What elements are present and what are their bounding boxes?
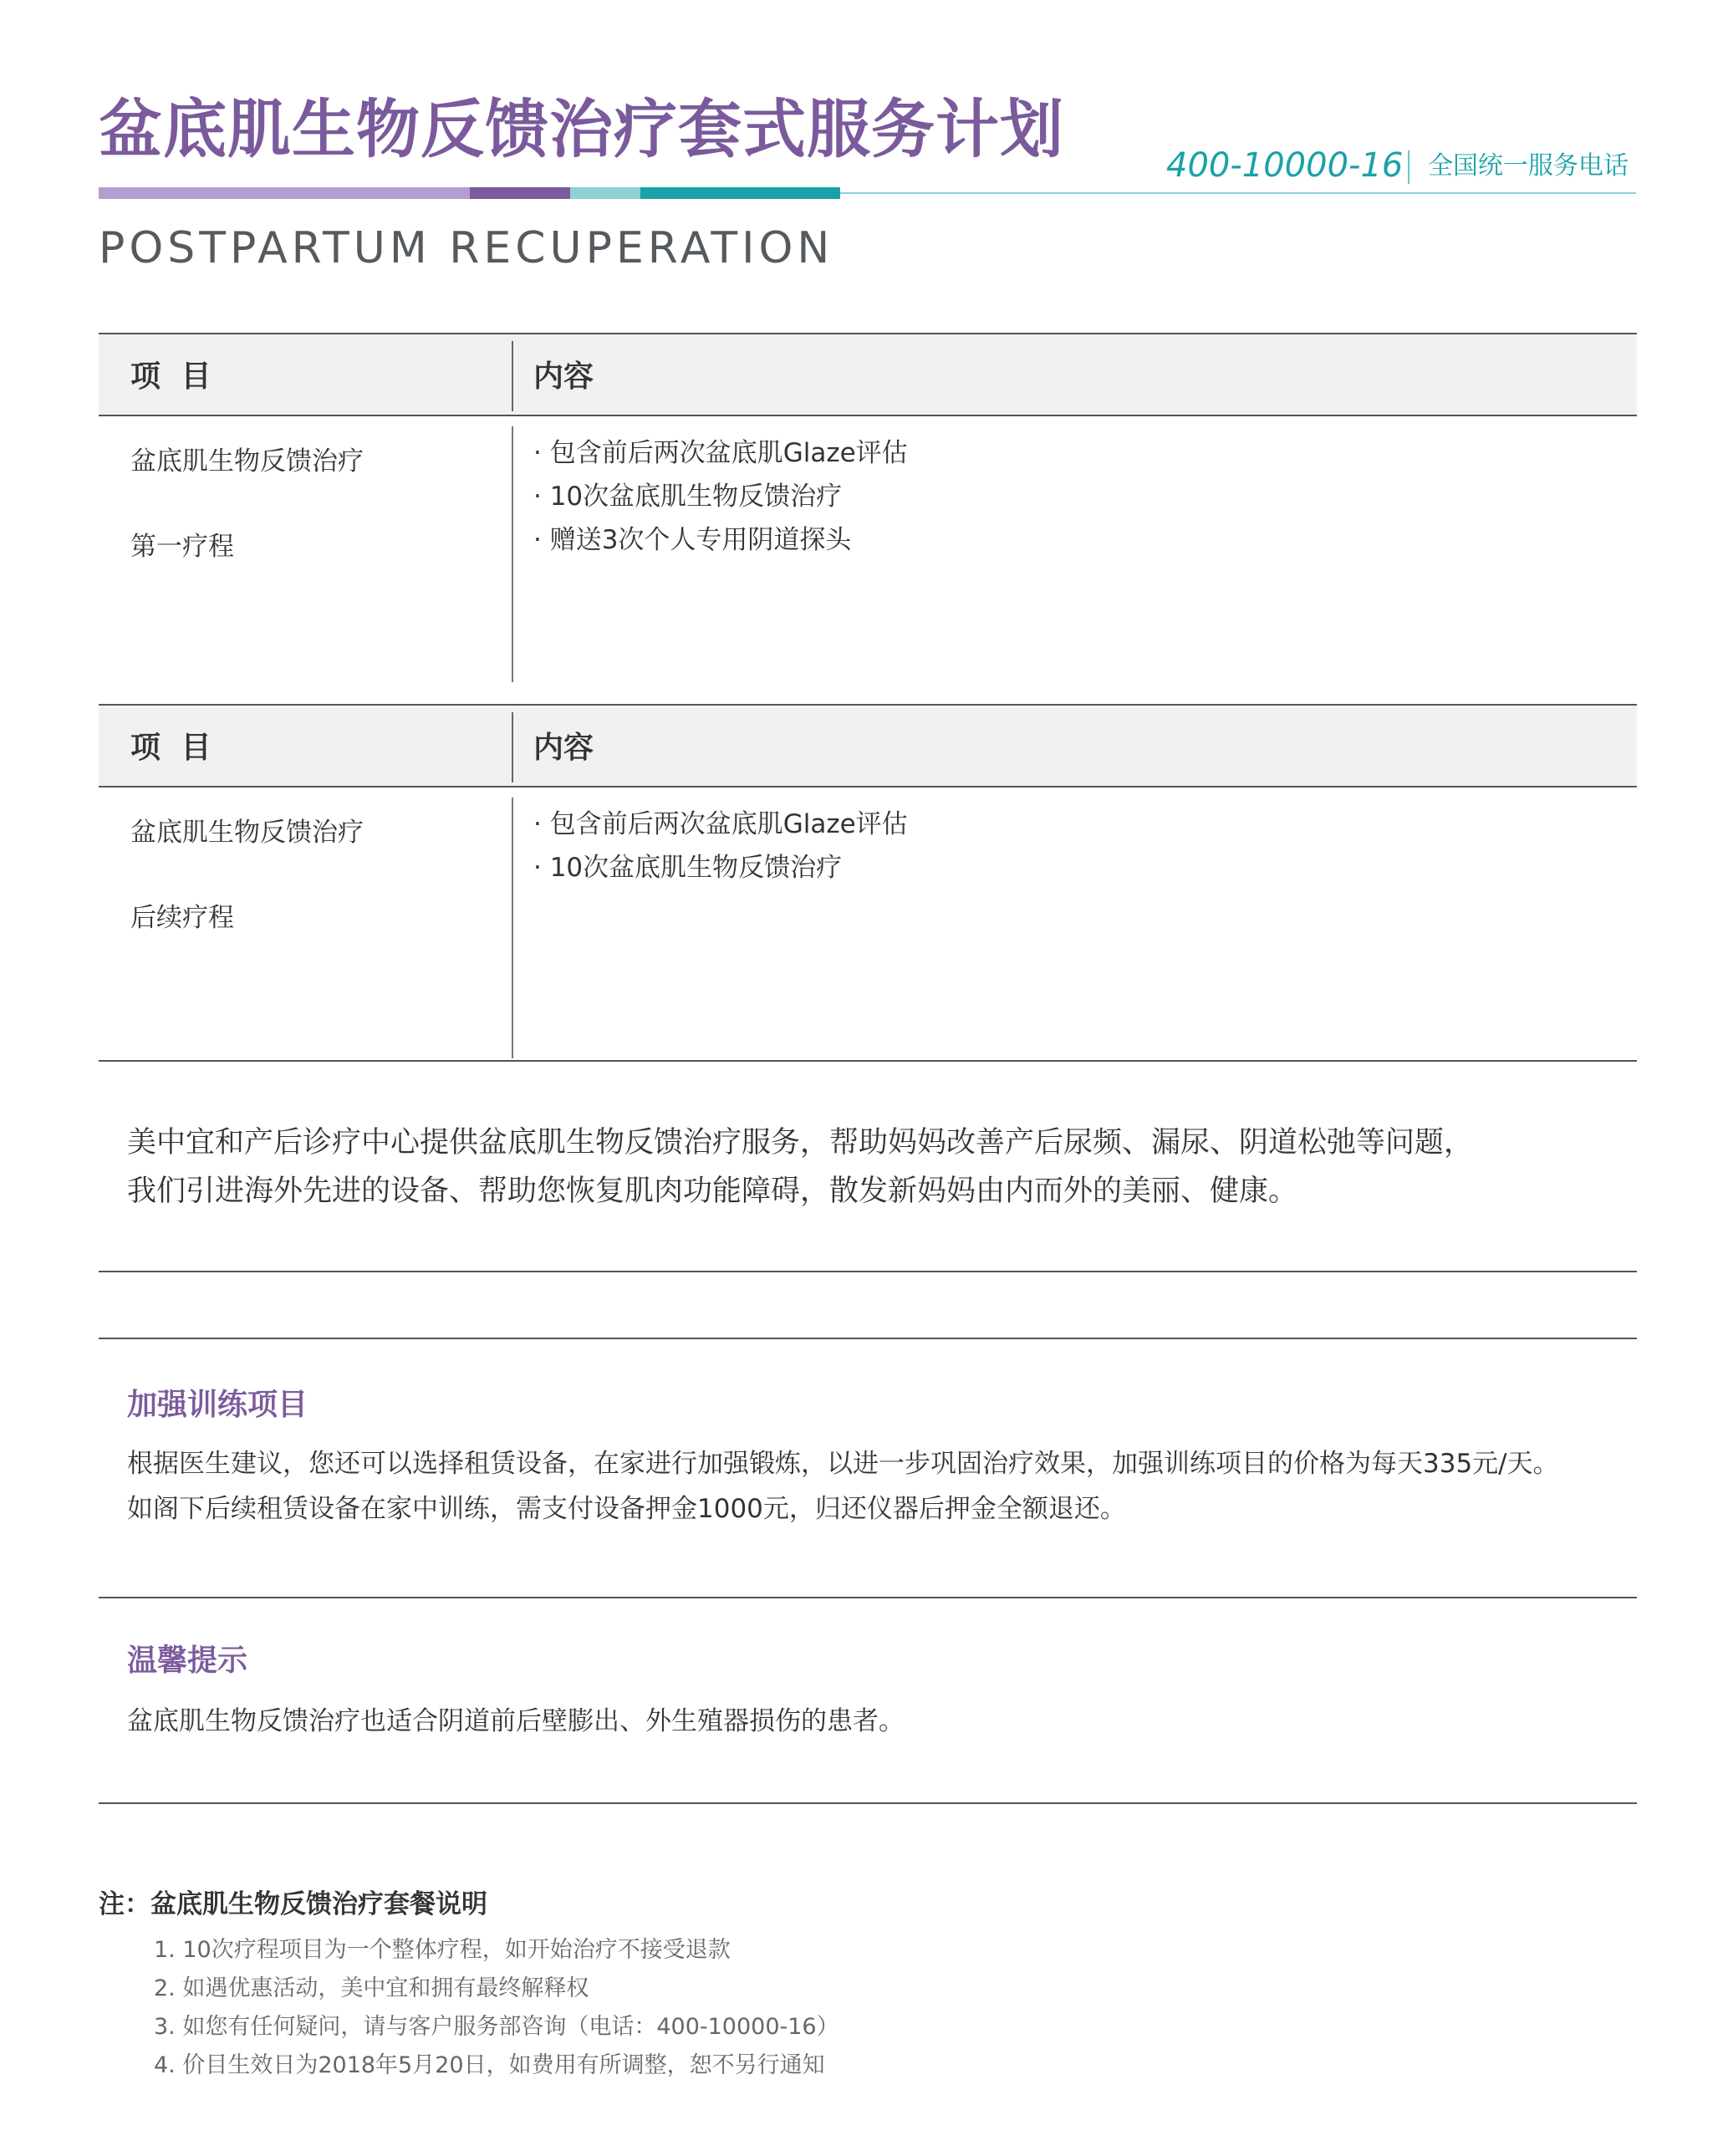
intro-line: 美中宜和产后诊疗中心提供盆底肌生物反馈治疗服务，帮助妈妈改善产后尿频、漏尿、阴道松弛等问题， <box>127 1126 1474 1160</box>
table-header <box>99 333 1637 416</box>
note-item: 2. 如遇优惠活动，美中宜和拥有最终解释权 <box>154 1975 589 2001</box>
content-list <box>533 803 908 889</box>
stripe-segment-lavender <box>99 187 470 199</box>
section-rule <box>99 1597 1637 1598</box>
list-item: · 包含前后两次盆底肌Glaze评估 <box>533 438 908 468</box>
intro-paragraph <box>127 1119 1615 1216</box>
hotline-label: 全国统一服务电话 <box>1428 151 1629 181</box>
table-header <box>99 704 1637 787</box>
stripe-segment-purple <box>470 187 570 199</box>
note-item: 4. 价目生效日为2018年5月20日，如费用有所调整，恕不另行通知 <box>154 2052 825 2078</box>
note-item: 1. 10次疗程项目为一个整体疗程，如开始治疗不接受退款 <box>154 1937 731 1963</box>
table-bottom-rule <box>99 1060 1637 1062</box>
intro-line: 我们引进海外先进的设备、帮助您恢复肌肉功能障碍，散发新妈妈由内而外的美丽、健康。 <box>127 1175 1298 1208</box>
course-table-first <box>99 333 1637 684</box>
section-rule <box>99 1802 1637 1804</box>
training-title: 加强训练项目 <box>127 1388 308 1422</box>
title-color-stripe <box>99 187 840 199</box>
header-divider <box>512 712 513 782</box>
page-title: 盆底肌生物反馈治疗套式服务计划 <box>99 92 1064 166</box>
training-line: 根据医生建议，您还可以选择租赁设备，在家进行加强锻炼，以进一步巩固治疗效果，加强训练项目的价格为每天335元/天。 <box>127 1449 1559 1479</box>
tips-title: 温馨提示 <box>127 1644 248 1678</box>
list-item: · 包含前后两次盆底肌Glaze评估 <box>533 809 908 839</box>
stripe-segment-teal <box>640 187 840 199</box>
section-rule <box>99 1271 1637 1272</box>
item-name: 盆底肌生物反馈治疗 <box>130 446 364 477</box>
item-course: 第一疗程 <box>130 532 234 562</box>
training-line: 如阁下后续租赁设备在家中训练，需支付设备押金1000元，归还仪器后押金全额退还。 <box>127 1494 1126 1524</box>
hotline-divider <box>1408 150 1409 184</box>
header-item: 项 目 <box>130 359 217 394</box>
section-rule <box>99 1338 1637 1339</box>
training-text <box>127 1441 1624 1532</box>
list-item: · 10次盆底肌生物反馈治疗 <box>533 482 843 512</box>
note-item: 3. 如您有任何疑问，请与客户服务部咨询（电话：400-10000-16） <box>154 2014 839 2040</box>
content-list <box>533 431 908 562</box>
column-divider <box>512 426 513 682</box>
item-name: 盆底肌生物反馈治疗 <box>130 818 364 848</box>
list-item: · 10次盆底肌生物反馈治疗 <box>533 853 843 883</box>
header-rule <box>840 192 1636 194</box>
header-item: 项 目 <box>130 731 217 765</box>
header-content: 内容 <box>533 731 594 765</box>
column-divider <box>512 798 513 1058</box>
header-divider <box>512 341 513 411</box>
header-content: 内容 <box>533 359 594 394</box>
item-course: 后续疗程 <box>130 903 234 933</box>
list-item: · 赠送3次个人专用阴道探头 <box>533 525 852 555</box>
hotline-number: 400-10000-16 <box>1166 146 1404 185</box>
notes-title: 注：盆底肌生物反馈治疗套餐说明 <box>99 1889 487 1919</box>
course-table-followup <box>99 704 1637 1063</box>
page-subtitle: POSTPARTUM RECUPERATION <box>99 223 834 273</box>
tips-text: 盆底肌生物反馈治疗也适合阴道前后壁膨出、外生殖器损伤的患者。 <box>127 1706 905 1736</box>
stripe-segment-light-teal <box>570 187 640 199</box>
notes-list <box>154 1931 839 2085</box>
